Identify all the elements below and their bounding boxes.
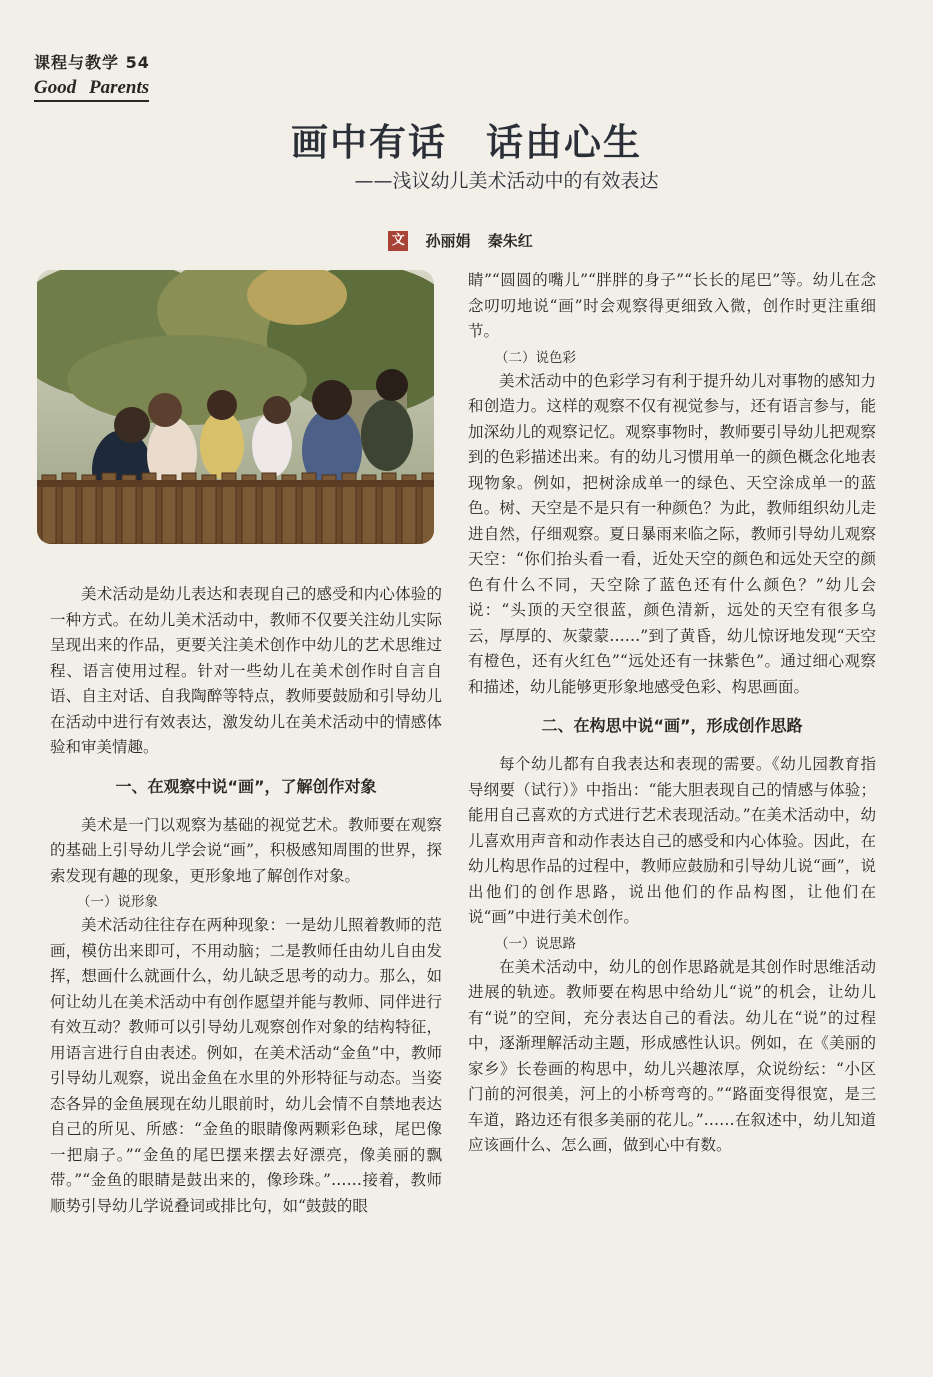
left-column [50,582,442,1219]
right-column [468,268,876,1159]
body-paragraph: 美术活动往往存在两种现象：一是幼儿照着教师的范画，模仿出来即可，不用动脑；二是教师任由幼儿自由发挥，想画什么就画什么，幼儿缺乏思考的动力。那么，如何让幼儿在美术活动中有创作愿望并能与教师、同伴进行有效互动？教师可以引导幼儿观察创作对象的结构特征，用语言进行自由表述。例如，在美术活动“金鱼”中，教师引导幼儿观察，说出金鱼在水里的外形特征与动态。当姿态各异的金鱼展现在幼儿眼前时，幼儿会情不自禁地表达自己的所见、所感：“金鱼的眼睛像两颗彩色球，尾巴像一把扇子。”“金鱼的尾巴摆来摆去好漂亮，像美丽的飘带。”“金鱼的眼睛是鼓出来的，像珍珠。”……接着，教师顺势引导幼儿学说叠词或排比句，如“鼓鼓的眼 [50,916,442,1215]
author-name: 秦朱红 [487,232,533,250]
magazine-name: Good Parents [34,77,149,102]
byline-tag: 文 [388,231,408,251]
subheading-shape: （一）说形象 [77,894,158,910]
subheading-ideas: （一）说思路 [495,935,576,952]
body-paragraph: 每个幼儿都有自我表达和表现的需要。《幼儿园教育指导纲要（试行）》中指出：“能大胆表现自己的情感与体验；能用自己喜欢的方式进行艺术表现活动。”在美术活动中，幼儿喜欢用声音和动作表达自己的感受和内心体验。因此，在幼儿构思作品的过程中，教师应鼓励和引导幼儿说“画”，说出他们的创作思路，说出他们的作品构图，让他们在说“画”中进行美术创作。 [468,755,876,926]
article-subtitle: ——浅议幼儿美术活动中的有效表达 [354,170,659,192]
body-paragraph: 在美术活动中，幼儿的创作思路就是其创作时思维活动进展的轨迹。教师要在构思中给幼儿“说”的机会，让幼儿有“说”的空间，充分表达自己的看法。幼儿在“说”的过程中，逐渐理解活动主题，形成感性认识。例如，在《美丽的家乡》长卷画的构思中，幼儿兴趣浓厚，众说纷纭：“小区门前的河很美，河上的小桥弯弯的。”“路面变得很宽，是三车道，路边还有很多美丽的花儿。”……在叙述中，幼儿知道应该画什么、怎么画，做到心中有数。 [468,957,876,1154]
page-header [34,50,150,102]
intro-paragraph: 美术活动是幼儿表达和表现自己的感受和内心体验的一种方式。在幼儿美术活动中，教师不仅要关注幼儿实际呈现出来的作品，更要关注美术创作中幼儿的艺术思维过程、语言使用过程。针对一些幼儿在美术创作时自言自语、自主对话、自我陶醉等特点，教师要鼓励和引导幼儿在活动中进行有效表达，激发幼儿在美术活动中的情感体验和审美情趣。 [50,585,442,756]
subheading-color: （二）说色彩 [495,349,576,366]
body-paragraph-continued: 睛”“圆圆的嘴儿”“胖胖的身子”“长长的尾巴”等。幼儿在念念叨叨地说“画”时会观察得更细致入微，创作时更注重细节。 [468,271,876,340]
byline [0,230,933,251]
section-heading-2: 二、在构思中说“画”，形成创作思路 [541,716,803,735]
author-name: 孙丽娟 [425,232,471,250]
photo-illustration [37,270,434,544]
body-paragraph: 美术是一门以观察为基础的视觉艺术。教师要在观察的基础上引导幼儿学会说“画”，积极感知周围的世界，探索发现有趣的现象，更形象地了解创作对象。 [50,815,442,885]
article-photo [37,270,434,544]
article-title: 画中有话 话由心生 [291,120,642,164]
body-paragraph: 美术活动中的色彩学习有利于提升幼儿对事物的感知力和创造力。这样的观察不仅有视觉参与，还有语言参与，能加深幼儿的观察记忆。观察事物时，教师要引导幼儿把观察到的色彩描述出来。有的幼儿习惯用单一的颜色概念化地表现物象。例如，把树涂成单一的绿色、天空涂成单一的蓝色。树、天空是不是只有一种颜色？为此，教师组织幼儿走进自然，仔细观察。夏日暴雨来临之际，教师引导幼儿观察天空：“你们抬头看一看，近处天空的颜色和远处天空的颜色有什么不同，天空除了蓝色还有什么颜色？”幼儿会说：“头顶的天空很蓝，颜色清新，远处的天空有很多乌云，厚厚的、灰蒙蒙……”到了黄昏，幼儿惊讶地发现“天空有橙色，还有火红色”“远处还有一抹紫色”。通过细心观察和描述，幼儿能够更形象地感受色彩、构思画面。 [468,371,876,696]
section-label: 课程与教学 54 [34,53,150,72]
section-heading-1: 一、在观察中说“画”，了解创作对象 [115,776,377,796]
